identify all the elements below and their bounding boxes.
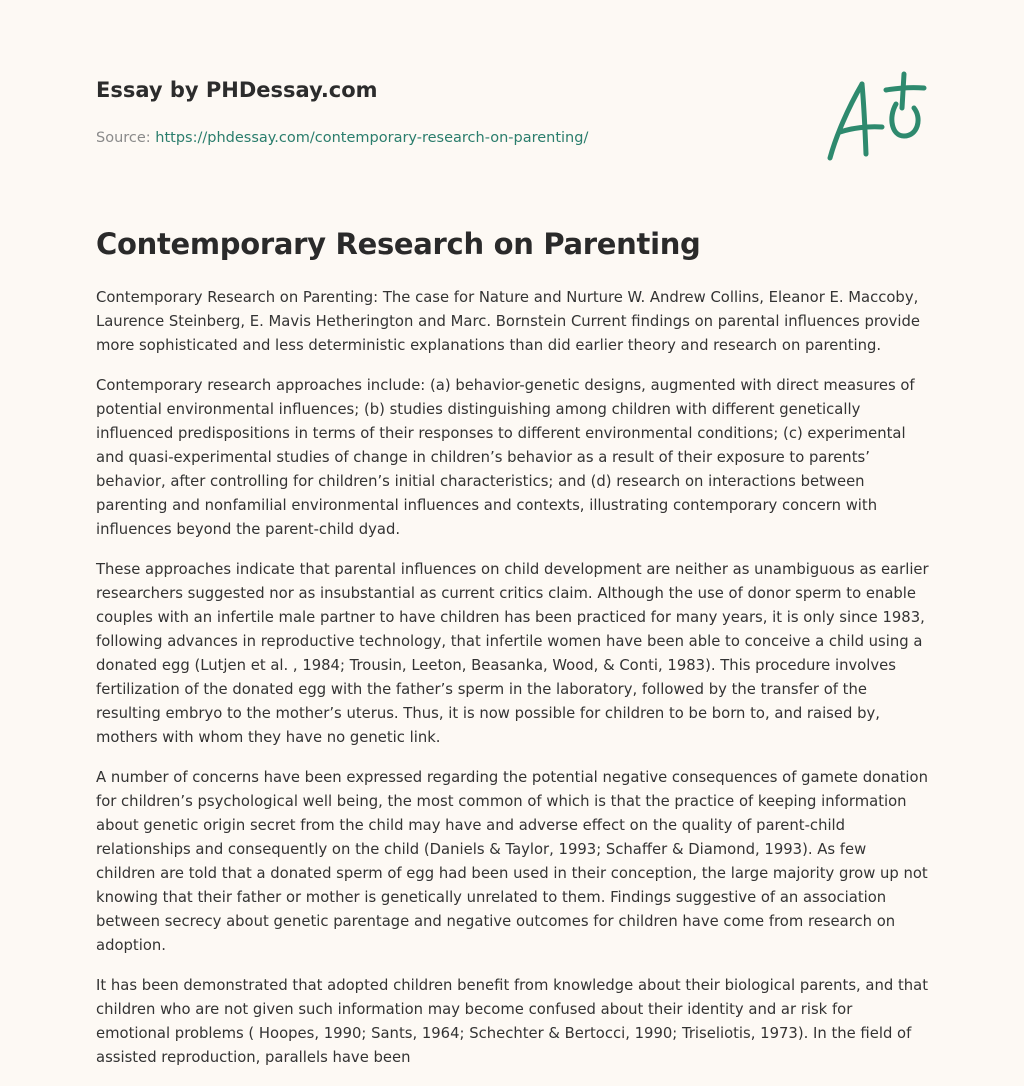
paragraph: It has been demonstrated that adopted children benefit from knowledge about their biological parents, and that children who are not given such information may become confused about their identity and ar risk for emotional problems ( Hoopes, 1990; Sants, 1964; Schechter & Bertocci, 1990; Triseliotis, 1973). In the field of assisted reproduction, parallels have been	[96, 977, 929, 1066]
essay-title: Contemporary Research on Parenting	[96, 227, 701, 261]
site-brand: Essay by PHDessay.com	[96, 78, 378, 102]
paragraph: Contemporary research approaches include: (a) behavior-genetic designs, augmented with direct measures of potential environmental influences; (b) studies distinguishing among children with different genetically influenced predispositions in terms of their responses to different environmental conditions; (c) experimental and quasi-experimental studies of change in children’s behavior as a result of their exposure to parents’ behavior, after controlling for children’s initial characteristics; and (d) research on interactions between parenting and nonfamilial environmental influences and contexts, illustrating contemporary concern with influences beyond the parent-child dyad.	[96, 377, 915, 538]
a-plus-grade-icon	[818, 66, 930, 166]
source-link[interactable]: https://phdessay.com/contemporary-research-on-parenting/	[155, 130, 589, 146]
page-header	[96, 76, 796, 148]
paragraph: Contemporary Research on Parenting: The case for Nature and Nurture W. Andrew Collins, Eleanor E. Maccoby, Laurence Steinberg, E. Mavis Hetherington and Marc. Bornstein Current findings on parental influences provide more sophisticated and less deterministic explanations than did earlier theory and research on parenting.	[96, 289, 921, 354]
source-line	[96, 128, 796, 148]
paragraph: A number of concerns have been expressed regarding the potential negative consequences of gamete donation for children’s psychological well being, the most common of which is that the practice of keeping information about genetic origin secret from the child may have and adverse effect on the quality of parent-child relationships and consequently on the child (Daniels & Taylor, 1993; Schaffer & Diamond, 1993). As few children are told that a donated sperm of egg had been used in their conception, the large majority grow up not knowing that their father or mother is genetically unrelated to them. Findings suggestive of an association between secrecy about genetic parentage and negative outcomes for children have come from research on adoption.	[96, 769, 928, 954]
essay-body	[96, 286, 930, 1086]
source-label: Source:	[96, 130, 156, 146]
paragraph: These approaches indicate that parental influences on child development are neither as unambiguous as earlier researchers suggested nor as insubstantial as current critics claim. Although the use of donor sperm to enable couples with an infertile male partner to have children has been practiced for many years, it is only since 1983, following advances in reproductive technology, that infertile women have been able to conceive a child using a donated egg (Lutjen et al. , 1984; Trousin, Leeton, Beasanka, Wood, & Conti, 1983). This procedure involves fertilization of the donated egg with the father’s sperm in the laboratory, followed by the transfer of the resulting embryo to the mother’s uterus. Thus, it is now possible for children to be born to, and raised by, mothers with whom they have no genetic link.	[96, 561, 929, 746]
